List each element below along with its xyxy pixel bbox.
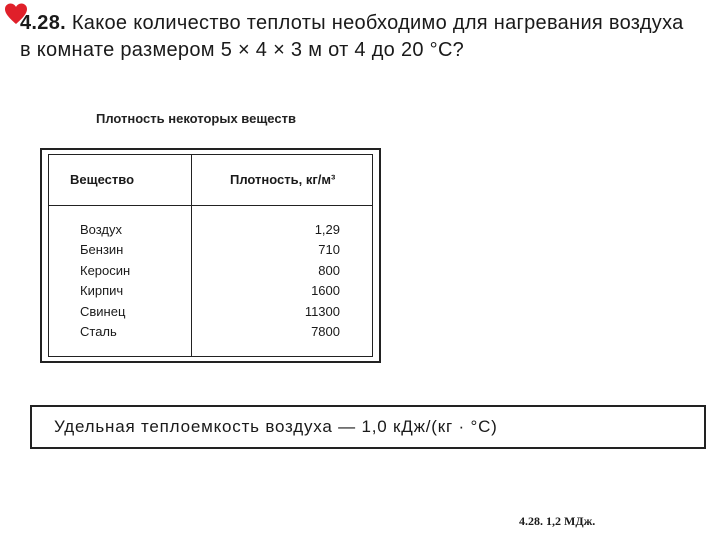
density-value: 1600 — [311, 283, 340, 299]
problem-statement — [20, 10, 700, 64]
table-border — [372, 154, 373, 357]
header-divider — [48, 205, 373, 206]
substance-name: Свинец — [80, 303, 126, 319]
answer-text: 4.28. 1,2 МДж. — [519, 514, 596, 528]
table-border — [48, 356, 373, 357]
header-substance: Вещество — [70, 172, 135, 187]
table-body — [80, 222, 340, 344]
problem-text: Какое количество теплоты необходимо для нагревания воздуха в комнате размером 5 × 4 × 3 м от 4 до 20 °С? — [20, 12, 684, 61]
density-value: 800 — [318, 262, 340, 278]
table-border — [48, 154, 49, 357]
heat-capacity-text: Удельная теплоемкость воздуха — 1,0 кДж/(кг · °С) — [54, 417, 498, 436]
substance-name: Сталь — [80, 323, 117, 339]
density-value: 7800 — [311, 323, 340, 339]
density-value: 710 — [318, 242, 340, 258]
table-row — [80, 304, 340, 324]
substance-name: Воздух — [80, 222, 123, 237]
density-value: 11300 — [304, 303, 340, 319]
substance-name: Керосин — [80, 262, 131, 278]
table-row — [80, 242, 340, 262]
table-row — [80, 324, 340, 344]
table-border — [48, 154, 373, 155]
table-row — [80, 222, 340, 242]
problem-number: 4.28. — [20, 12, 66, 34]
header-density: Плотность, кг/м³ — [230, 172, 336, 187]
table-caption: Плотность некоторых веществ — [96, 111, 296, 126]
table-row — [80, 263, 340, 283]
density-value: 1,29 — [314, 222, 340, 237]
table-row — [80, 283, 340, 303]
heat-capacity-box — [30, 405, 706, 449]
substance-name: Бензин — [80, 242, 124, 258]
substance-name: Кирпич — [80, 283, 124, 299]
density-table — [40, 148, 381, 363]
